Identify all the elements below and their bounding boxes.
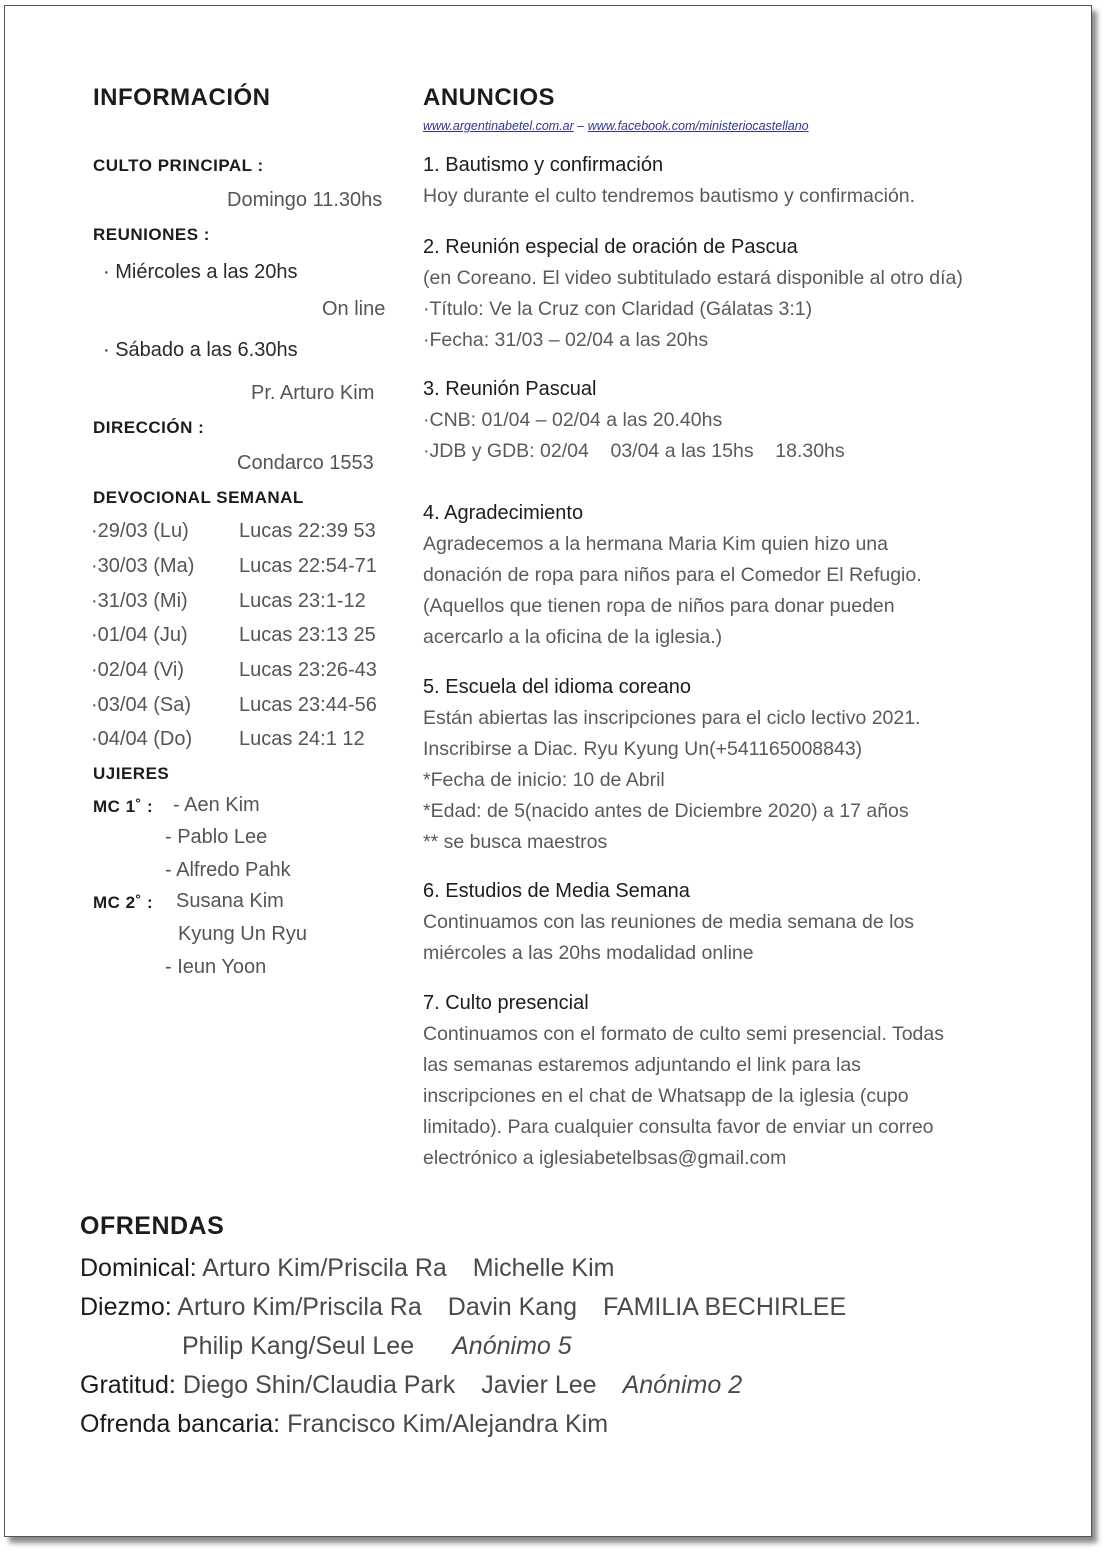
ofrenda-name: FAMILIA BECHIRLEE <box>603 1293 847 1321</box>
devocional-ref: Lucas 23:1-12 <box>239 590 366 612</box>
anuncio-line: ·JDB y GDB: 02/04 03/04 a las 15hs 18.30hs <box>423 440 845 462</box>
devocional-ref: Lucas 23:26-43 <box>239 659 377 681</box>
mc1-member: - Pablo Lee <box>165 826 268 848</box>
reunion-wednesday: · Miércoles a las 20hs <box>103 261 298 283</box>
anuncio-line: ·CNB: 01/04 – 02/04 a las 20.40hs <box>423 409 723 431</box>
reunion-saturday: · Sábado a las 6.30hs <box>103 339 298 361</box>
anuncio-line: *Fecha de inicio: 10 de Abril <box>423 769 665 791</box>
ofrenda-name: Javier Lee <box>481 1371 597 1399</box>
anuncio-line: *Edad: de 5(nacido antes de Diciembre 2020) a 17 años <box>423 800 909 822</box>
anuncio-line: ·Fecha: 31/03 – 02/04 a las 20hs <box>423 329 709 351</box>
ofrenda-anonymous: Anónimo 5 <box>452 1332 572 1360</box>
anuncio-title: 1. Bautismo y confirmación <box>423 154 664 176</box>
anuncio-line: (Aquellos que tienen ropa de niños para donar pueden <box>423 595 895 617</box>
anuncio-title: 5. Escuela del idioma coreano <box>423 676 691 698</box>
devocional-ref: Lucas 22:39 53 <box>239 520 376 542</box>
culto-time: Domingo 11.30hs <box>227 189 383 211</box>
anuncios-heading: ANUNCIOS <box>423 84 556 111</box>
anuncios-links <box>423 119 809 133</box>
ofrenda-bancaria-line <box>80 1410 608 1439</box>
devocional-date: ·30/03 (Ma) <box>91 555 195 577</box>
ofrenda-diezmo-line <box>80 1293 846 1322</box>
anuncio-line: las semanas estaremos adjuntando el link para las <box>423 1054 861 1076</box>
anuncio-line: limitado). Para cualquier consulta favor de enviar un correo <box>423 1116 934 1138</box>
mc1-label: MC 1˚ : <box>93 797 154 816</box>
devocional-date: ·02/04 (Vi) <box>91 659 185 681</box>
reunion-saturday-detail: Pr. Arturo Kim <box>251 382 375 404</box>
anuncio-title: 2. Reunión especial de oración de Pascua <box>423 236 798 258</box>
anuncio-title: 3. Reunión Pascual <box>423 378 597 400</box>
info-heading: INFORMACIÓN <box>93 84 271 111</box>
devocional-date: ·31/03 (Mi) <box>91 590 188 612</box>
ofrenda-name: Francisco Kim/Alejandra Kim <box>287 1410 609 1438</box>
anuncio-line: Agradecemos a la hermana Maria Kim quien hizo una <box>423 533 889 555</box>
link-separator: – <box>577 119 585 133</box>
ofrenda-dominical-line <box>80 1254 614 1283</box>
mc2-member: - Ieun Yoon <box>165 956 267 978</box>
devocional-date: ·03/04 (Sa) <box>91 694 192 716</box>
direccion-label: DIRECCIÓN : <box>93 418 205 437</box>
devocional-date: ·01/04 (Ju) <box>91 624 188 646</box>
ofrenda-name: Arturo Kim/Priscila Ra <box>177 1293 422 1321</box>
facebook-link[interactable]: www.facebook.com/ministeriocastellano <box>587 119 809 133</box>
anuncio-title: 6. Estudios de Media Semana <box>423 880 690 902</box>
mc2-label: MC 2˚ : <box>93 893 154 912</box>
anuncio-line: ·Título: Ve la Cruz con Claridad (Gálatas 3:1) <box>423 298 813 320</box>
anuncio-line: Están abiertas las inscripciones para el ciclo lectivo 2021. <box>423 707 921 729</box>
gratitud-label: Gratitud: <box>80 1371 176 1399</box>
ofrenda-name: Diego Shin/Claudia Park <box>182 1371 456 1399</box>
ofrenda-name: Philip Kang/Seul Lee <box>182 1332 415 1360</box>
devocional-date: ·04/04 (Do) <box>91 728 193 750</box>
ofrenda-name: Arturo Kim/Priscila Ra <box>202 1254 447 1282</box>
culto-label: CULTO PRINCIPAL : <box>93 156 264 175</box>
diezmo-label: Diezmo: <box>80 1293 172 1321</box>
anuncio-line: inscripciones en el chat de Whatsapp de la iglesia (cupo <box>423 1085 909 1107</box>
reunion-wednesday-detail: On line <box>322 298 386 320</box>
ofrenda-diezmo-line-2 <box>182 1332 572 1361</box>
devocional-ref: Lucas 23:44-56 <box>239 694 377 716</box>
ofrenda-name: Davin Kang <box>447 1293 578 1321</box>
mc1-member: - Alfredo Pahk <box>165 859 291 881</box>
anuncio-title: 7. Culto presencial <box>423 992 589 1014</box>
anuncio-line: electrónico a iglesiabetelbsas@gmail.com <box>423 1147 787 1169</box>
mc2-member: Kyung Un Ryu <box>178 923 307 945</box>
mc2-member: Susana Kim <box>176 890 284 912</box>
dominical-label: Dominical: <box>80 1254 197 1282</box>
anuncio-line: acercarlo a la oficina de la iglesia.) <box>423 626 723 648</box>
anuncio-line: donación de ropa para niños para el Comedor El Refugio. <box>423 564 922 586</box>
anuncio-line: Continuamos con el formato de culto semi presencial. Todas <box>423 1023 944 1045</box>
anuncio-line: Hoy durante el culto tendremos bautismo y confirmación. <box>423 185 916 207</box>
anuncio-line: Inscribirse a Diac. Ryu Kyung Un(+541165008843) <box>423 738 863 760</box>
anuncio-line: Continuamos con las reuniones de media semana de los <box>423 911 915 933</box>
ofrenda-anonymous: Anónimo 2 <box>622 1371 743 1399</box>
direccion-value: Condarco 1553 <box>237 452 374 474</box>
anuncio-title: 4. Agradecimiento <box>423 502 584 524</box>
devocional-ref: Lucas 23:13 25 <box>239 624 376 646</box>
reuniones-label: REUNIONES : <box>93 225 210 244</box>
anuncio-line: ** se busca maestros <box>423 831 608 853</box>
website-link[interactable]: www.argentinabetel.com.ar <box>423 119 574 133</box>
ujieres-label: UJIERES <box>93 764 170 783</box>
anuncio-line: (en Coreano. El video subtitulado estará disponible al otro día) <box>423 267 963 289</box>
ofrenda-name: Michelle Kim <box>472 1254 615 1282</box>
ofrenda-gratitud-line <box>80 1371 742 1400</box>
devocional-ref: Lucas 22:54-71 <box>239 555 377 577</box>
devocional-date: ·29/03 (Lu) <box>91 520 189 542</box>
anuncio-line: miércoles a las 20hs modalidad online <box>423 942 754 964</box>
devocional-label: DEVOCIONAL SEMANAL <box>93 488 304 507</box>
mc1-member: - Aen Kim <box>173 794 260 816</box>
bulletin-page <box>4 5 1092 1537</box>
ofrendas-heading: OFRENDAS <box>80 1212 225 1240</box>
bancaria-label: Ofrenda bancaria: <box>80 1410 281 1438</box>
devocional-ref: Lucas 24:1 12 <box>239 728 365 750</box>
